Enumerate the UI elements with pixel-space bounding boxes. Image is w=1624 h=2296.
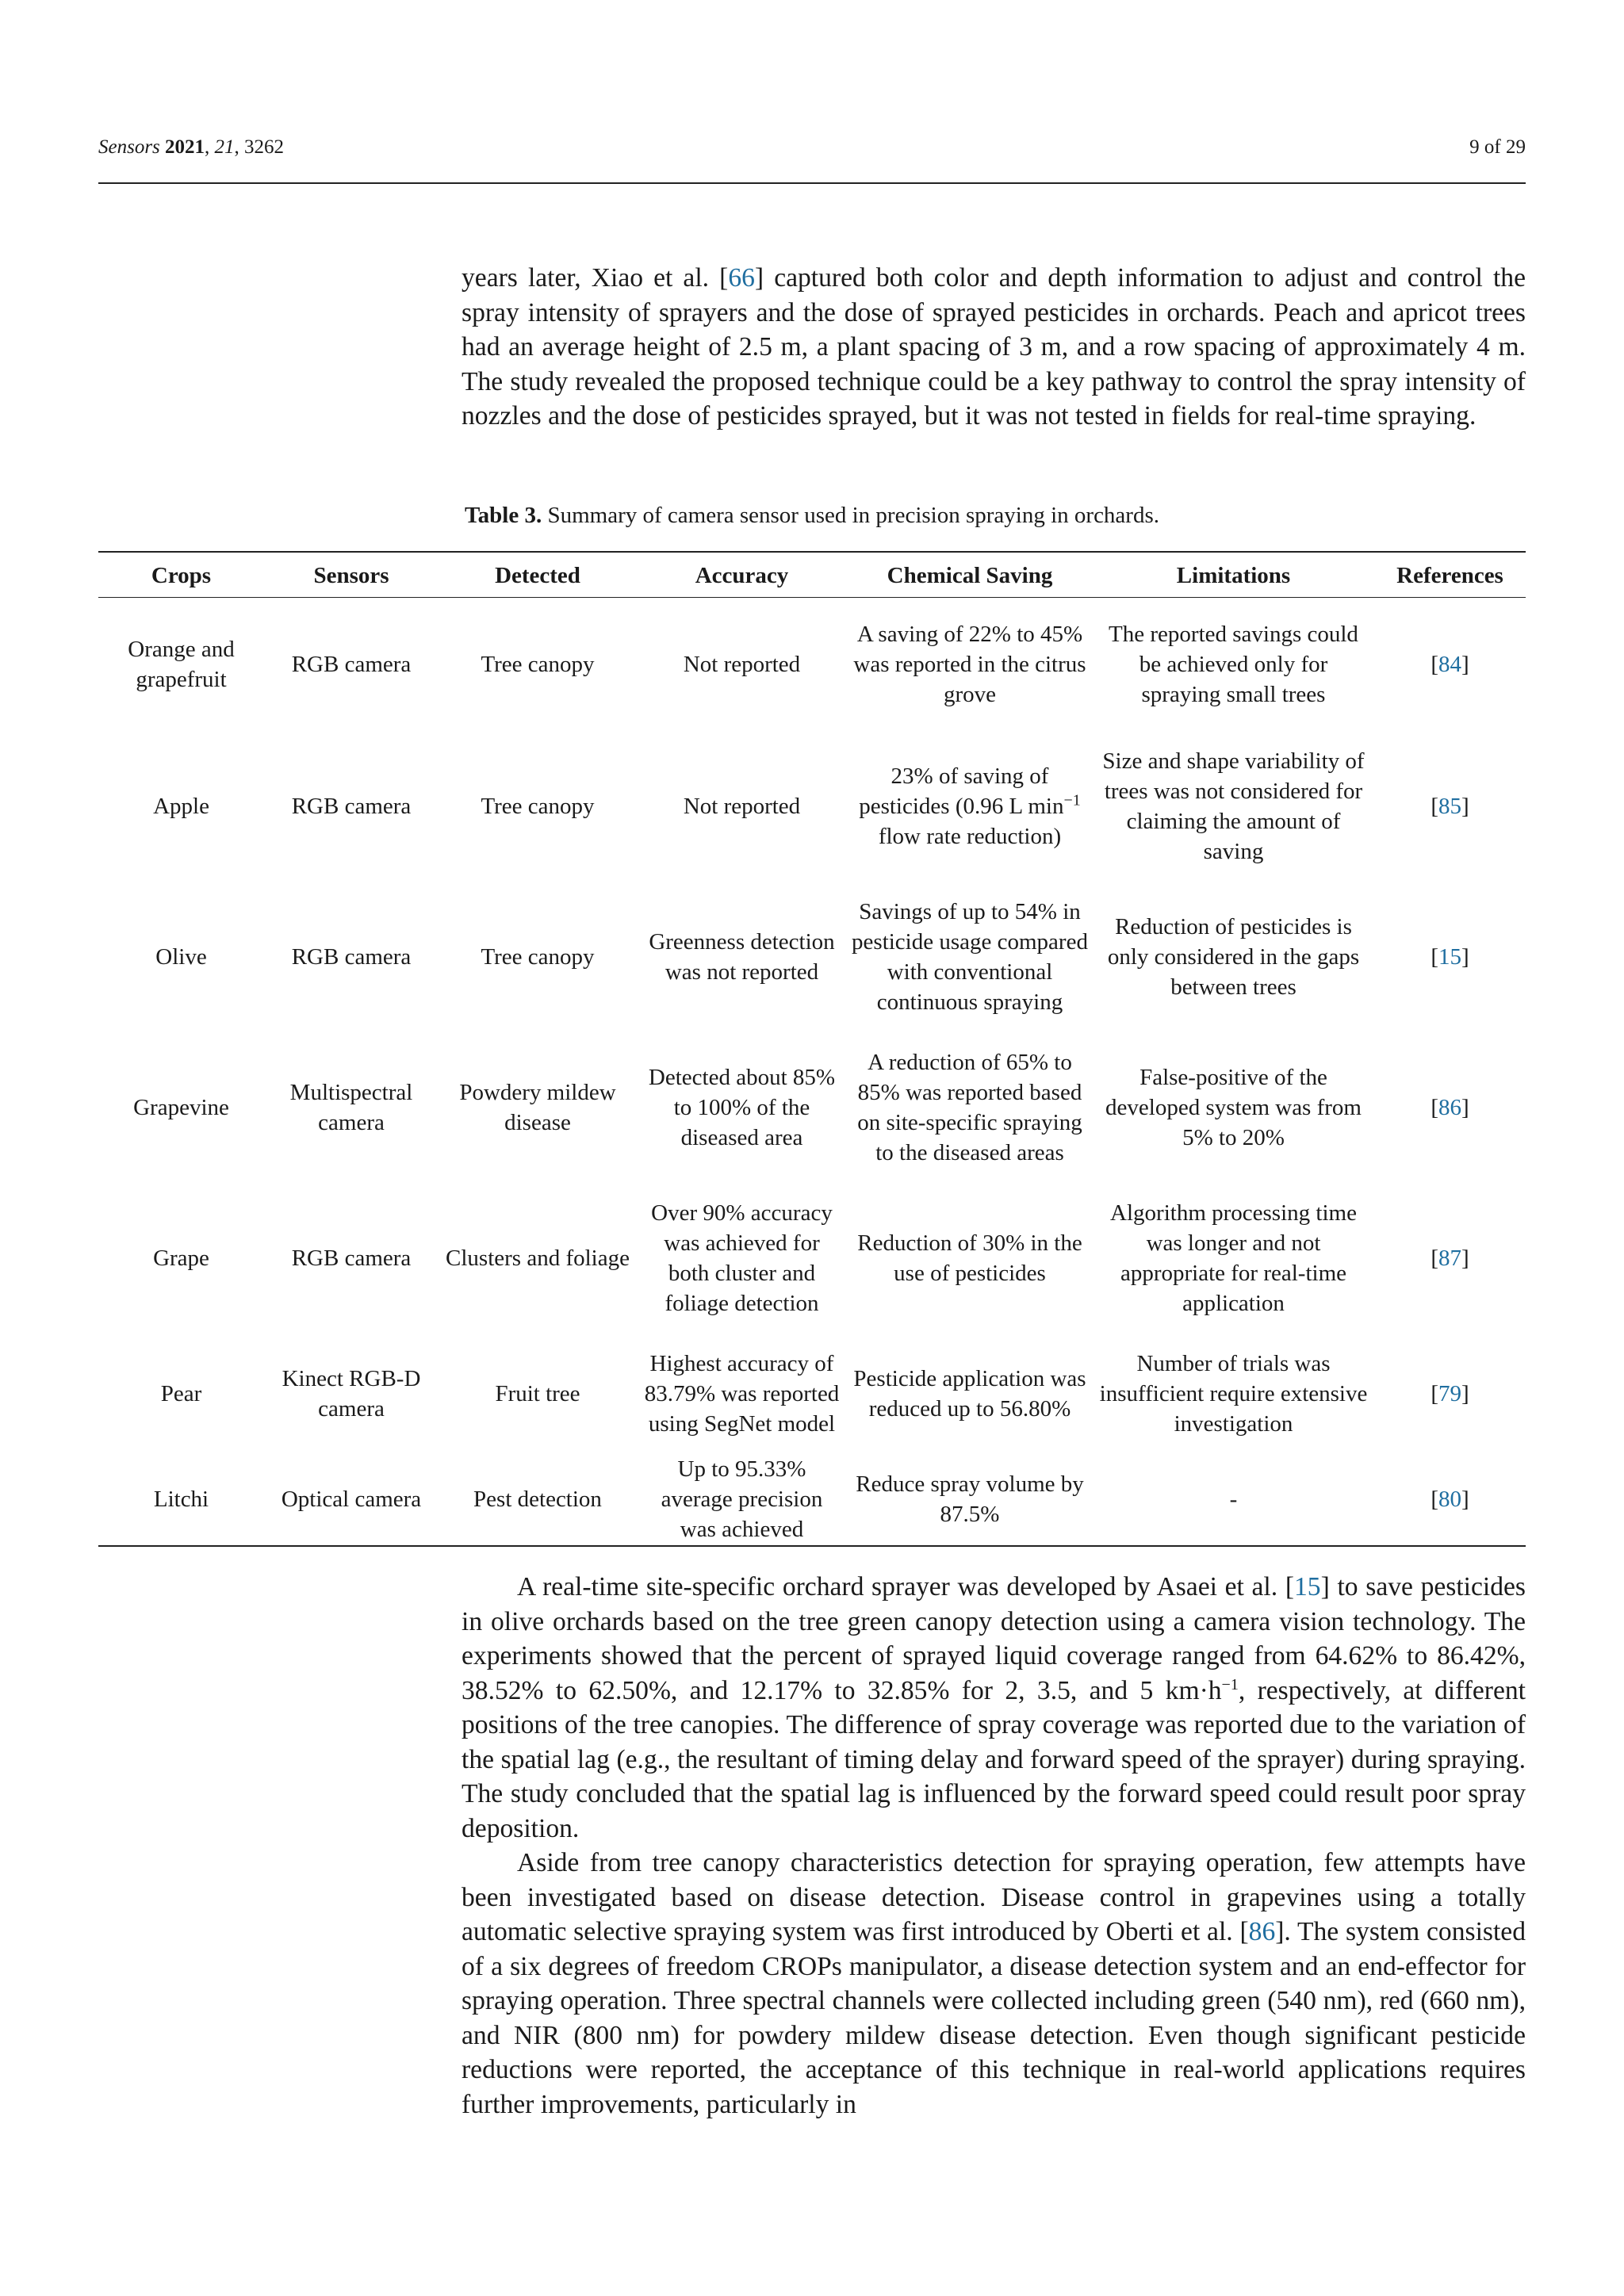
table-row	[98, 1334, 1526, 1454]
cell-limitation: The reported savings could be achieved only for spraying small trees	[1109, 621, 1358, 707]
cell-limitation: Size and shape variability of trees was not considered for claiming the amount of saving	[1102, 748, 1365, 864]
cell-limitation: Number of trials was insufficient require extensive investigation	[1099, 1350, 1368, 1437]
citation-link[interactable]: 79	[1438, 1380, 1461, 1406]
col-header: Crops	[98, 552, 264, 598]
citation-link[interactable]: 84	[1438, 651, 1461, 677]
table-row	[98, 731, 1526, 882]
cell-limitation: -	[1093, 1454, 1374, 1546]
cell-saving: Savings of up to 54% in pesticide usage compared with conventional continuous spraying	[852, 898, 1088, 1015]
cell-detected: Fruit tree	[495, 1380, 580, 1406]
table-row	[98, 1032, 1526, 1183]
citation-link[interactable]: 66	[728, 263, 755, 293]
cell-ref: [86]	[1431, 1094, 1469, 1120]
paragraph-asaei: A real-time site-specific orchard sprayer was developed by Asaei et al. [15] to save pesticides in olive orchards based on the tree green canopy detection using a camera vision technology. The experiments showed that the percent of sprayed liquid coverage ranged from 64.62% to 86.42%, 38.52% to 62.50%, and 12.17% to 32.85% for 2, 3.5, and 5 $km\cdot h^{-1}$, respectively, at different positions of the tree canopies. The difference of spray coverage was reported due to the variation of the spatial lag (e.g., the resultant of timing delay and forward speed of the sprayer) during spraying. The study concluded that the spatial lag is influenced by the forward speed could result poor spray deposition.	[462, 1572, 1526, 1843]
cell-crop: Orange and grapefruit	[128, 636, 235, 692]
col-header: Sensors	[264, 552, 439, 598]
cell-ref: [15]	[1431, 943, 1469, 970]
journal-citation: Sensors 2021, 21, 3262	[98, 136, 285, 158]
cell-detected: Powdery mildew disease	[459, 1079, 616, 1135]
cell-sensor: RGB camera	[291, 943, 412, 970]
cell-accuracy: Up to 95.33% average precision was achieved	[637, 1454, 847, 1546]
citation-link[interactable]: 80	[1438, 1487, 1461, 1512]
cell-ref: [85]	[1431, 793, 1469, 819]
col-header: Limitations	[1093, 552, 1374, 598]
cell-sensor: RGB camera	[291, 793, 412, 819]
cell-saving: Reduce spray volume by 87.5%	[847, 1454, 1093, 1546]
citation-link[interactable]: 87	[1438, 1245, 1461, 1271]
cell-accuracy: Highest accuracy of 83.79% was reported using SegNet model	[644, 1350, 840, 1437]
cell-crop: Apple	[153, 793, 209, 819]
cell-saving: A saving of 22% to 45% was reported in the citrus grove	[853, 621, 1086, 707]
cell-detected: Tree canopy	[481, 651, 595, 677]
cell-saving: 23% of saving of pesticides (0.96 L $\min^{-1}$ flow rate reduction)	[859, 763, 1081, 849]
cell-ref: [84]	[1431, 651, 1469, 677]
cell-accuracy: Not reported	[683, 793, 801, 819]
table-3	[98, 551, 1526, 1547]
cell-accuracy: Greenness detection was not reported	[649, 928, 835, 985]
cell-crop: Litchi	[98, 1454, 264, 1546]
cell-accuracy: Not reported	[683, 651, 801, 677]
citation-link[interactable]: 86	[1248, 1917, 1276, 1946]
paragraph-oberti: Aside from tree canopy characteristics detection for spraying operation, few attempts have been investigated based on disease detection. Disease control in grapevines using a totally automatic selective spraying system was first introduced by Oberti et al. [86]. The system consisted of a six degrees of freedom CROPs manipulator, a disease detection system and an end-effector for spraying operation. Three spectral channels were collected including green (540 nm), red (660 nm), and NIR (800 nm) for powdery mildew disease detection. Even though significant pesticide reductions were reported, the acceptance of this technique in real-world applications requires further improvements, particularly in	[462, 1848, 1526, 2119]
cell-sensor: RGB camera	[291, 1245, 412, 1271]
cell-crop: Grapevine	[133, 1094, 229, 1120]
table-header-row	[98, 552, 1526, 598]
cell-saving: Pesticide application was reduced up to 56.80%	[853, 1365, 1086, 1422]
cell-ref: [79]	[1431, 1380, 1469, 1406]
cell-saving: Reduction of 30% in the use of pesticides	[857, 1230, 1082, 1286]
citation-link[interactable]: 86	[1438, 1094, 1461, 1120]
cell-accuracy: Detected about 85% to 100% of the diseased area	[648, 1064, 836, 1150]
cell-detected: Pest detection	[439, 1454, 637, 1546]
cell-ref: [80]	[1374, 1454, 1526, 1546]
body-text-top	[462, 261, 1526, 434]
header-rule	[98, 182, 1526, 184]
table-row	[98, 1183, 1526, 1334]
cell-sensor: Multispectral camera	[289, 1079, 413, 1135]
cell-sensor: Optical camera	[264, 1454, 439, 1546]
col-header: Accuracy	[637, 552, 847, 598]
col-header: Detected	[439, 552, 637, 598]
cell-crop: Pear	[160, 1380, 202, 1406]
page-number: 9 of 29	[1469, 136, 1526, 158]
paragraph-xiao: years later, Xiao et al. [66] captured both color and depth information to adjust and control the spray intensity of sprayers and the dose of sprayed pesticides in orchards. Peach and apricot trees had an average height of 2.5 m, a plant spacing of 3 m, and a row spacing of approximately 4 m. The study revealed the proposed technique could be a key pathway to control the spray intensity of nozzles and the dose of pesticides sprayed, but it was not tested in fields for real-time spraying.	[462, 263, 1526, 430]
cell-sensor: RGB camera	[291, 651, 412, 677]
cell-sensor: Kinect RGB-D camera	[282, 1365, 421, 1422]
cell-detected: Clusters and foliage	[446, 1245, 630, 1271]
citation-link[interactable]: 15	[1294, 1572, 1321, 1601]
table-caption: Table 3. Summary of camera sensor used in precision spraying in orchards.	[464, 503, 1160, 528]
table-row	[98, 882, 1526, 1032]
cell-saving: A reduction of 65% to 85% was reported based on site-specific spraying to the diseased areas	[857, 1049, 1082, 1165]
cell-crop: Grape	[153, 1245, 209, 1271]
citation-link[interactable]: 15	[1438, 943, 1461, 970]
col-header: References	[1374, 552, 1526, 598]
body-text-bottom	[462, 1570, 1526, 2122]
col-header: Chemical Saving	[847, 552, 1093, 598]
cell-limitation: Reduction of pesticides is only considered in the gaps between trees	[1107, 913, 1360, 1000]
cell-detected: Tree canopy	[481, 943, 595, 970]
cell-ref: [87]	[1431, 1245, 1469, 1271]
table-row	[98, 1454, 1526, 1546]
table-row	[98, 598, 1526, 731]
cell-accuracy: Over 90% accuracy was achieved for both cluster and foliage detection	[651, 1200, 833, 1316]
citation-link[interactable]: 85	[1438, 793, 1461, 819]
page-header	[98, 136, 1526, 159]
cell-crop: Olive	[155, 943, 207, 970]
cell-limitation: False-positive of the developed system was from 5% to 20%	[1105, 1064, 1362, 1150]
cell-limitation: Algorithm processing time was longer and not appropriate for real-time application	[1110, 1200, 1357, 1316]
cell-detected: Tree canopy	[481, 793, 595, 819]
